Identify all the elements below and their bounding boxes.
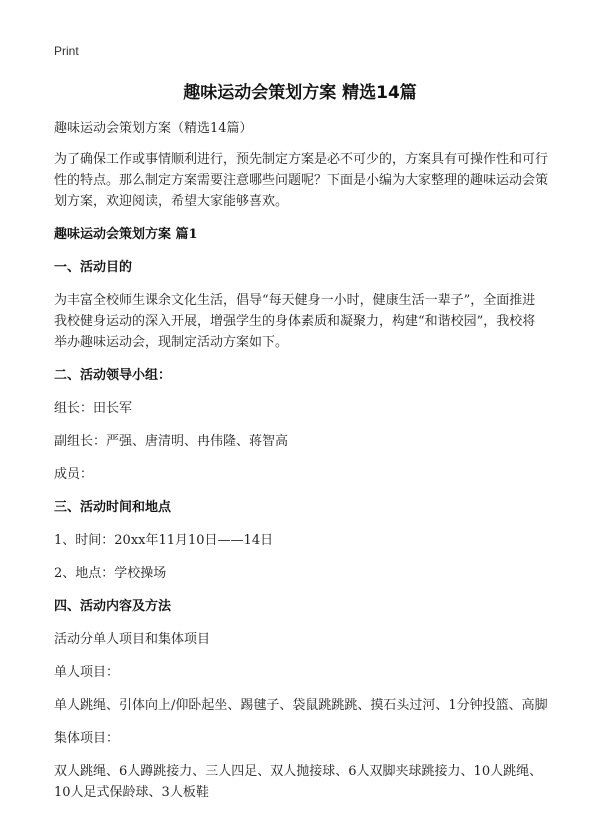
article-subtitle: 趣味运动会策划方案（精选14篇） [54,121,253,136]
intro-paragraph: 为了确保工作或事情顺利进行，预先制定方案是必不可少的，方案具有可操作性和可行性的特点。那么制定方案需要注意哪些问题呢？下面是小编为大家整理的趣味运动会策划方案，欢迎阅读，希望大家能够喜欢。 [54,152,549,209]
single-label: 单人项目： [54,665,120,680]
members-line: 成员： [54,467,94,482]
place-line: 2、地点：学校操场 [54,566,167,581]
time-line: 1、时间：20xx年11月10日——14日 [54,533,274,548]
group-items: 双人跳绳、6人蹲跳接力、三人四足、双人抛接球、6人双脚夹球跳接力、10人跳绳、10人足式保龄球、3人板鞋 [54,764,543,800]
single-items: 单人跳绳、引体向上/仰卧起坐、踢毽子、袋鼠跳跳跳、摸石头过河、1分钟投篮、高脚 [54,698,548,713]
section-heading-content: 四、活动内容及方法 [54,599,172,614]
purpose-paragraph: 为丰富全校师生课余文化生活，倡导“每天健身一小时，健康生活一辈子”，全面推进我校健身运动的深入开展，增强学生的身体素质和凝聚力，构建“和谐校园”，我校将举办趣味运动会，现制定活动方案如下。 [54,293,536,350]
overview-line: 活动分单人项目和集体项目 [54,632,211,647]
group-label: 集体项目： [54,731,120,746]
section-heading-leadership: 二、活动领导小组： [54,368,172,383]
leader-line: 组长：田长军 [54,401,133,416]
article-body [54,118,548,815]
deputy-line: 副组长：严强、唐清明、冉伟隆、蒋智高 [54,434,289,449]
print-link[interactable]: Print [54,44,79,58]
article-heading: 趣味运动会策划方案 篇1 [54,227,198,242]
section-heading-purpose: 一、活动目的 [54,260,133,275]
section-heading-time-place: 三、活动时间和地点 [54,500,172,515]
page-title: 趣味运动会策划方案 精选14篇 [183,83,417,103]
